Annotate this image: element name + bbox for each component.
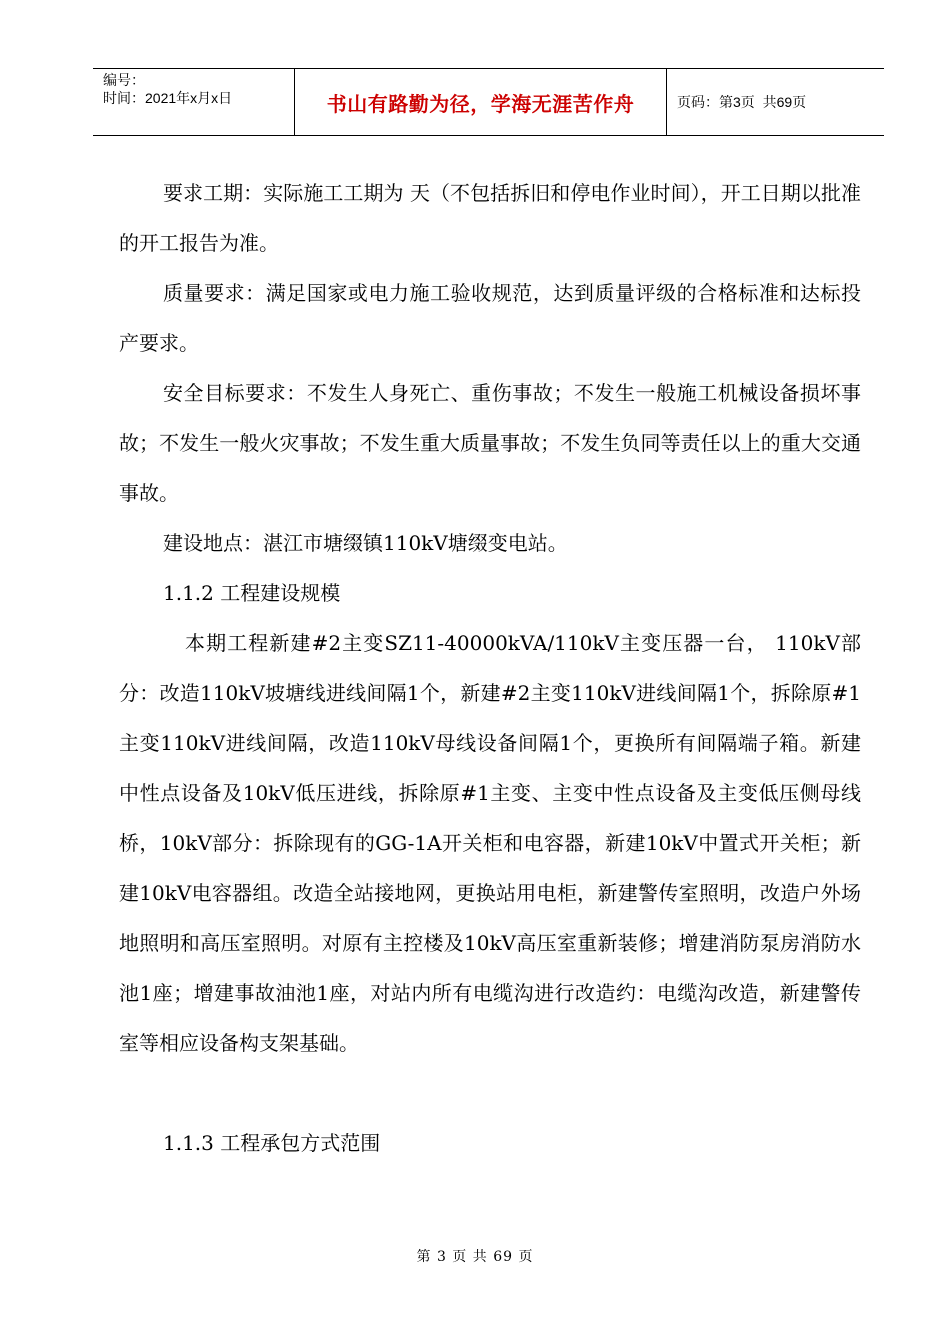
header-page-info	[667, 69, 884, 135]
paragraph-scale: 本期工程新建#2主变SZ11-40000kVA/110kV主变压器一台， 110kV部分：改造110kV坡塘线进线间隔1个，新建#2主变110kV进线间隔1个，拆除原#1主变110kV进线间隔，改造110kV母线设备间隔1个，更换所有间隔端子箱。新建中性点设备及10kV低压进线，拆除原#1主变、主变中性点设备及主变低压侧母线桥，10kV部分：拆除现有的GG-1A开关柜和电容器，新建10kV中置式开关柜；新建10kV电容器组。改造全站接地网，更换站用电柜，新建警传室照明，改造户外场地照明和高压室照明。对原有主控楼及10kV高压室重新装修；增建消防泵房消防水池1座；增建事故油池1座，对站内所有电缆沟进行改造约：电缆沟改造，新建警传室等相应设备构支架基础。	[119, 631, 861, 1055]
section-heading-1-1-3: 1.1.3 工程承包方式范围	[163, 1131, 381, 1155]
section-heading-1-1-2: 1.1.2 工程建设规模	[163, 581, 341, 605]
page-header	[93, 68, 884, 136]
paragraph-quality: 质量要求：满足国家或电力施工验收规范，达到质量评级的合格标准和达标投产要求。	[119, 281, 861, 355]
code-label: 编号：	[103, 72, 145, 88]
document-body	[119, 168, 861, 1168]
header-motto: 书山有路勤为径，学海无涯苦作舟	[295, 69, 667, 135]
spacer	[119, 1068, 861, 1118]
paragraph-schedule: 要求工期：实际施工工期为 天（不包括拆旧和停电作业时间），开工日期以批准的开工报告为准。	[119, 181, 861, 255]
paragraph-location: 建设地点：湛江市塘缀镇110kV塘缀变电站。	[163, 531, 568, 555]
time-label: 时间：2021年x月x日	[103, 90, 233, 106]
paragraph-safety: 安全目标要求：不发生人身死亡、重伤事故；不发生一般施工机械设备损坏事故；不发生一般火灾事故；不发生重大质量事故；不发生负同等责任以上的重大交通事故。	[119, 381, 861, 505]
page-info-text: 页码：第3页 共69页	[677, 94, 807, 110]
page-footer: 第 3 页 共 69 页	[416, 1249, 534, 1265]
header-meta	[93, 69, 295, 135]
